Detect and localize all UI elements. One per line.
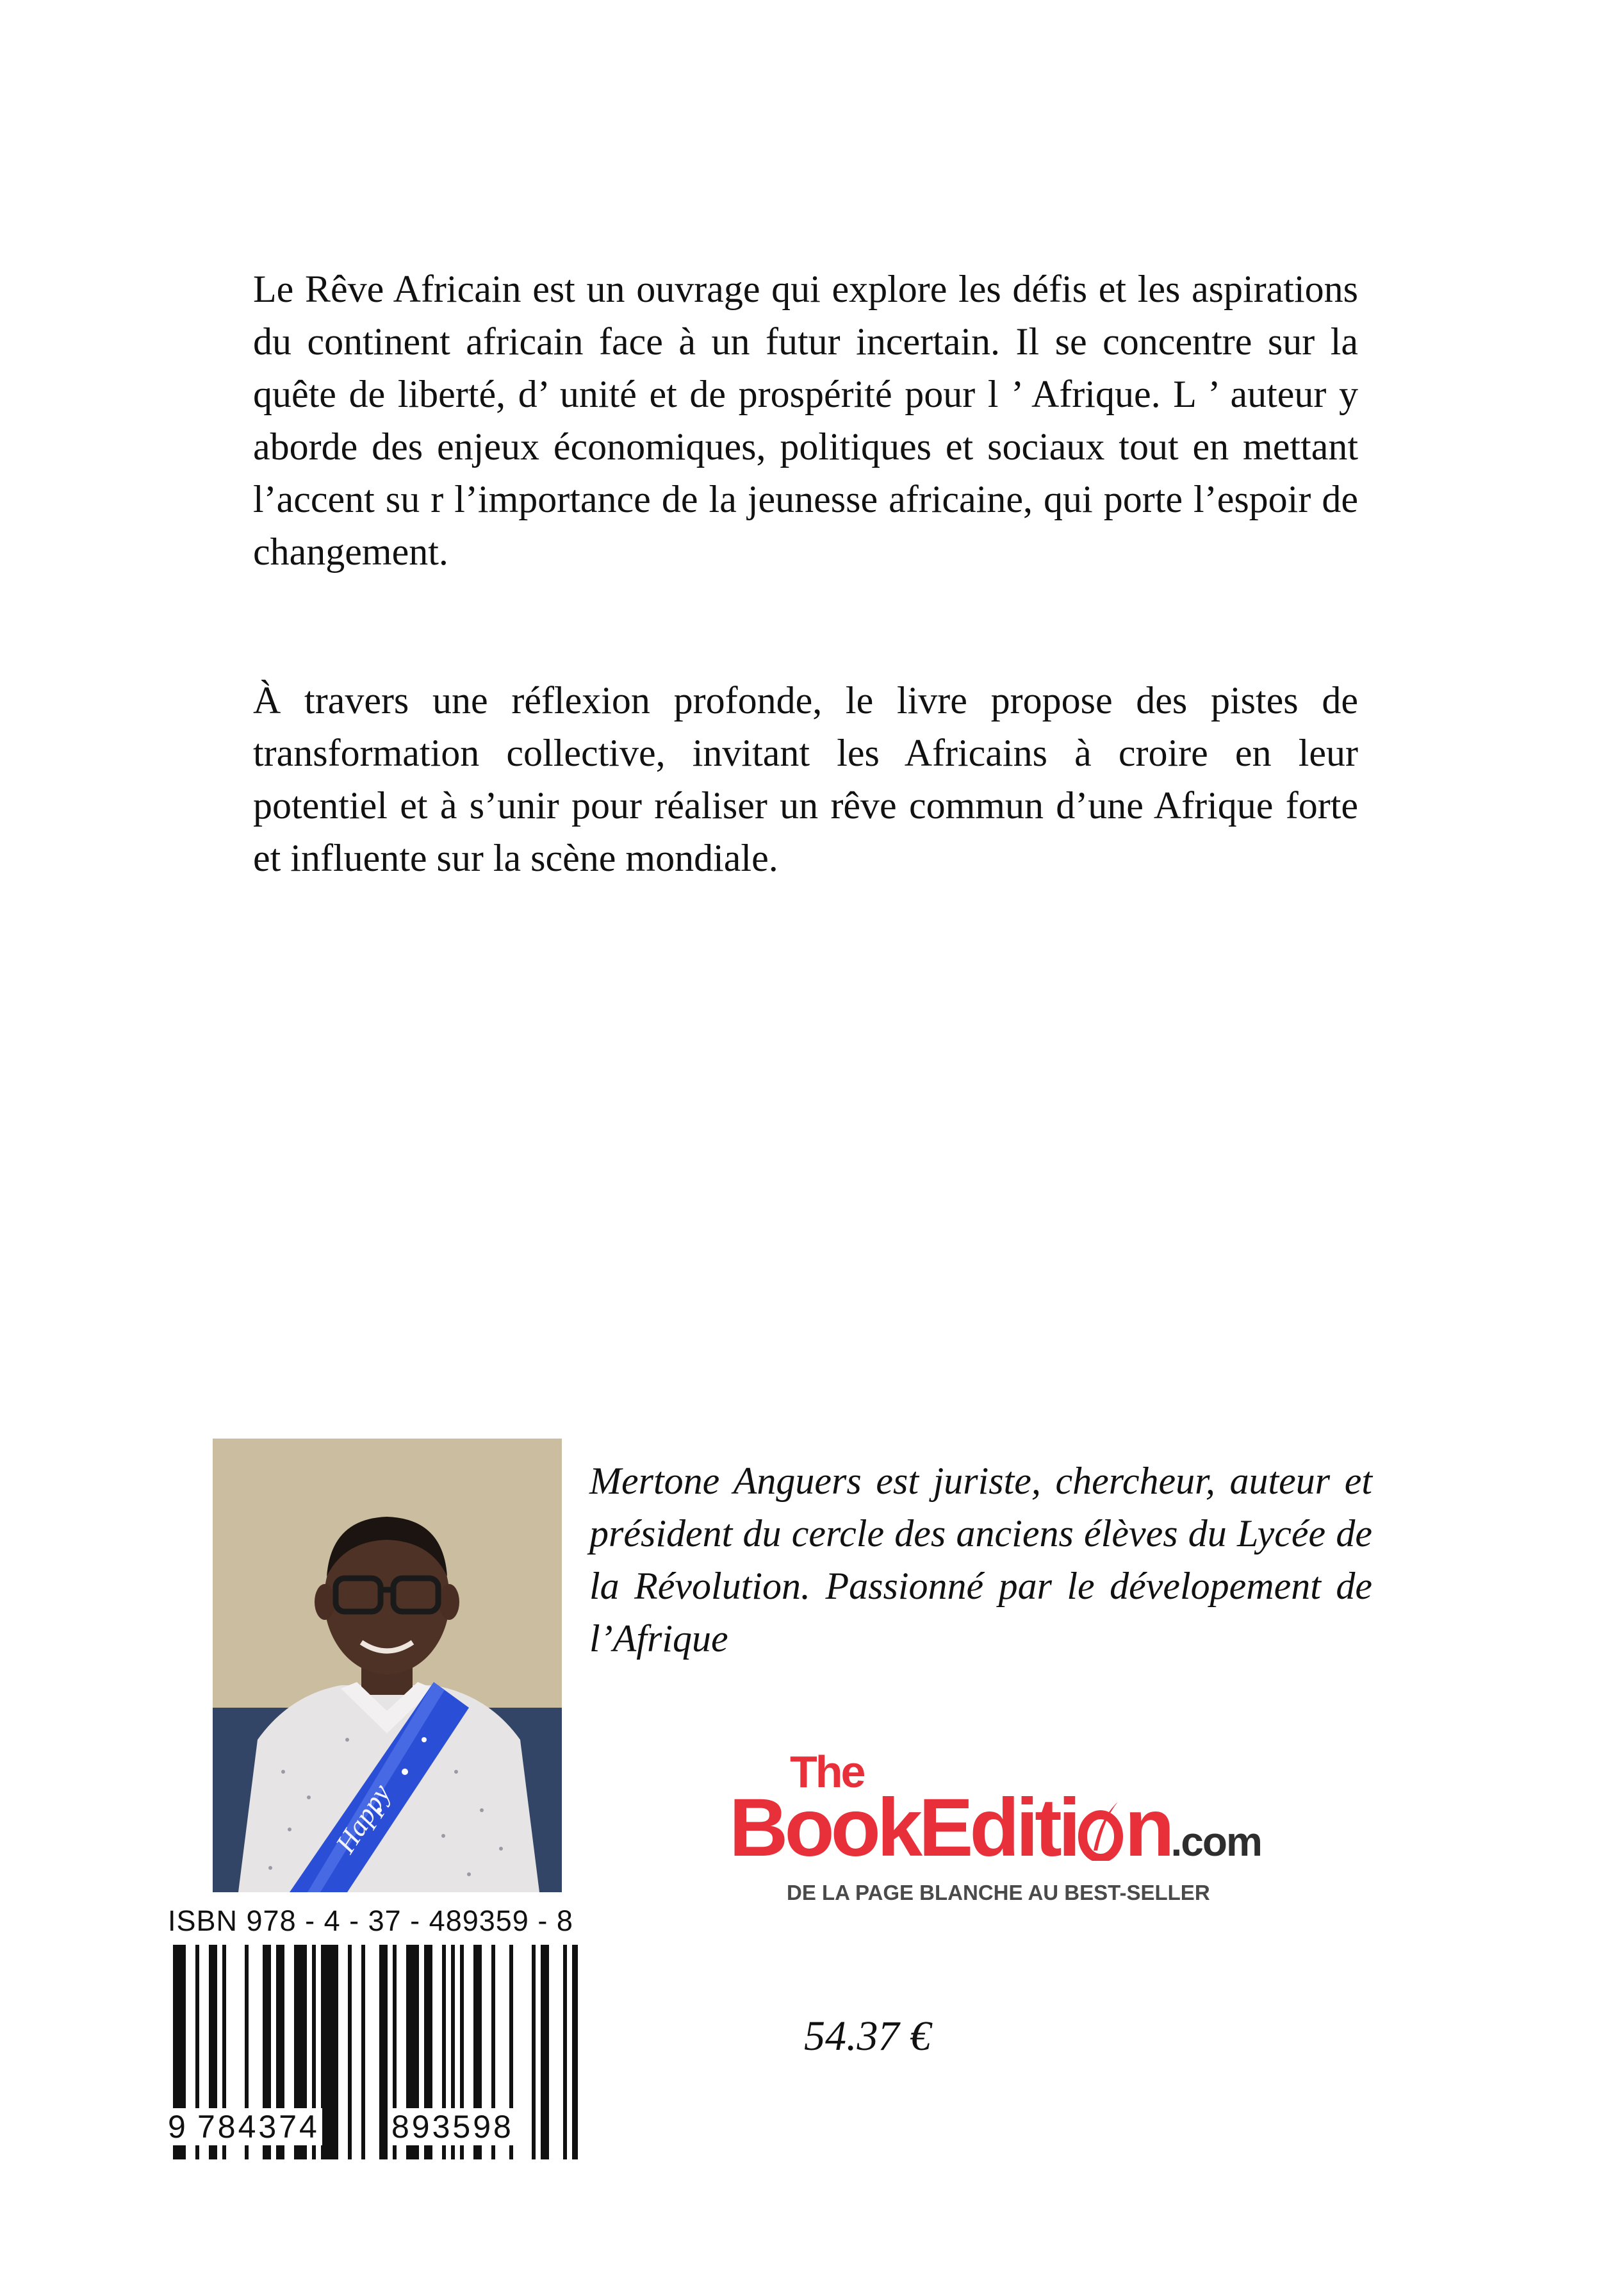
quill-o-icon [1078,1799,1123,1861]
blurb-paragraph-1: Le Rêve Africain est un ouvrage qui explore les défis et les aspirations du continent africain face à un futur incertain. Il se concentre sur la quête de liberté, d’ unité et de prospérité pour l ’ Afrique. L ’ auteur y aborde des enjeux économiques, politiques et sociaux tout en mettant l’accent su r l’importance de la jeunesse africaine, qui porte l’espoir de changement. [253,268,1358,573]
sash-text: Happy [329,1778,397,1859]
author-photo [213,1439,562,1892]
logo-suffix: .com [1170,1819,1261,1865]
barcode-digits-right: 893598 [389,2108,516,2145]
logo-the: The [790,1747,864,1797]
logo-wordmark [729,1782,1261,1895]
isbn-label: ISBN 978 - 4 - 37 - 489359 - 8 [168,1904,573,1937]
author-bio: Mertone Anguers est juriste, chercheur, auteur et président du cercle des anciens élèves du Lycée de la Révolution. Passionné par le dévelopement de l’Afrique [589,1460,1372,1660]
barcode-digits [168,2108,578,2159]
price: 54.37 € [804,2013,931,2059]
barcode-digit-first: 9 [168,2108,191,2145]
logo-tagline: DE LA PAGE BLANCHE AU BEST-SELLER [787,1881,1210,1904]
logo-brand: BookEditi [729,1782,1078,1874]
logo-brand-end: n [1124,1782,1171,1874]
publisher-logo [729,1749,1306,1916]
barcode-digits-left: 784374 [195,2108,322,2145]
blurb-paragraph-2: À travers une réflexion profonde, le livre propose des pistes de transformation collective, invitant les Africains à croire en leur potentiel et à s’unir pour réaliser un rêve commun d’une Afrique forte et influente sur la scène mondiale. [253,679,1358,879]
